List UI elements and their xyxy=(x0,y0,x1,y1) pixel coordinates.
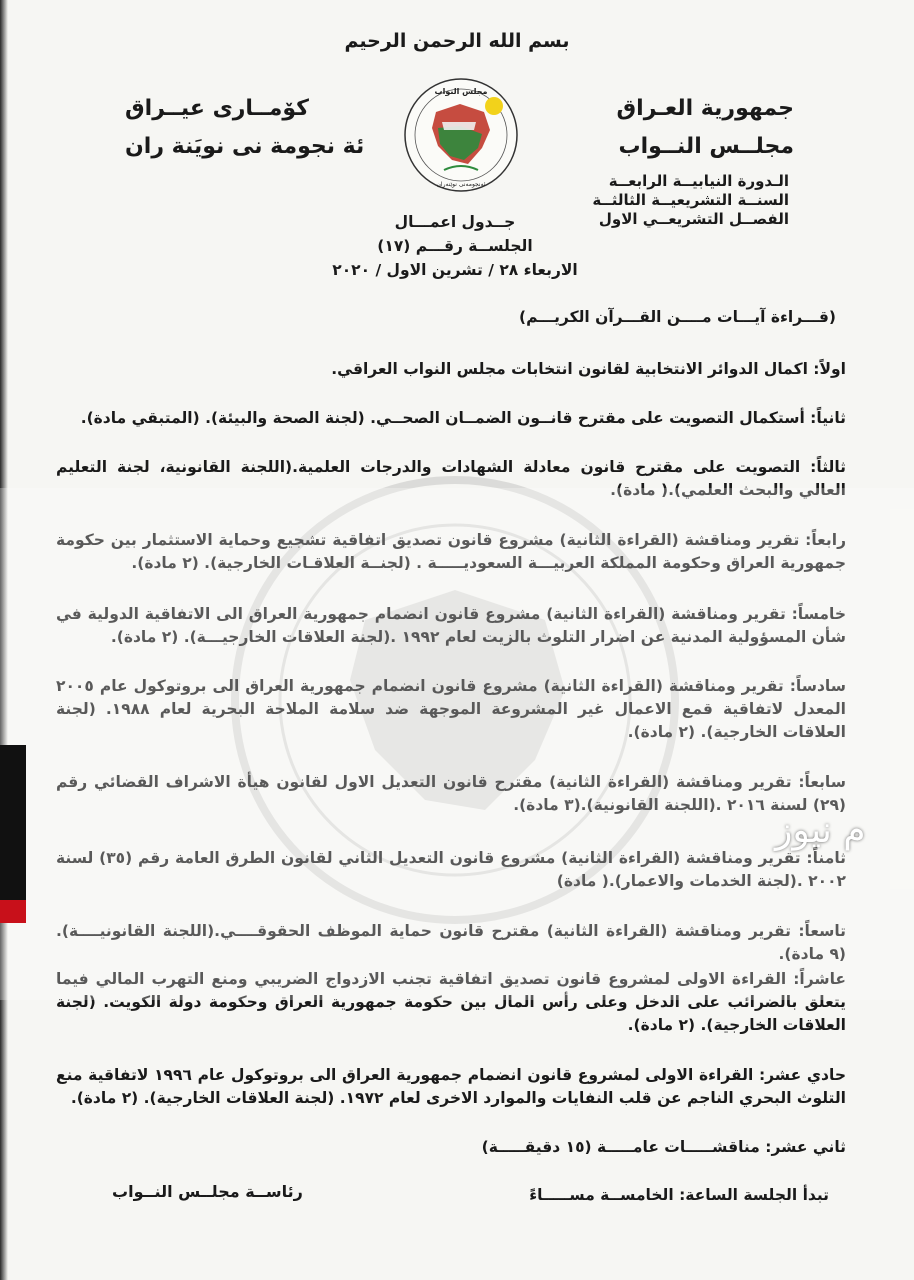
logo-subtext: ئەنجومەنی نوێنەران xyxy=(436,181,486,188)
agenda-item-8: ثامناً: تقرير ومناقشة (القراءة الثانية) مشروع قانون التعديل الثاني لقانون الطرق العامة رقم (٣٥) لسنة ٢٠٠٢ .(لجنة الخدمات والاعمار).( مادة) xyxy=(56,849,846,890)
page-edge-shadow xyxy=(0,0,8,1280)
agenda-item-9: تاسعاً: تقرير ومناقشة (القراءة الثانية) مقترح قانون حماية الموظف الحقوقــــي.(اللجنة القانونيــــة). (٩ مادة). xyxy=(56,922,846,963)
quran-recitation: (قـــراءة آيـــات مــــن القـــرآن الكريـــم) xyxy=(518,308,836,326)
agenda-item-12: ثاني عشر: مناقشـــــات عامـــــة (١٥ دقيقـــــة) xyxy=(481,1138,846,1156)
agenda-title: جــدول اعمـــال xyxy=(394,213,516,231)
agenda-header xyxy=(300,210,610,282)
parliament-logo xyxy=(402,76,520,194)
legislative-year: السنــة التشريعيــة الثالثــة xyxy=(592,191,789,209)
agenda-item-5: خامساً: تقرير ومناقشة (القراءة الثانية) مشروع قانون انضمام جمهورية العراق الى الاتفاقية الدولية في شأن المسؤولية المدنية عن اضرار التلوث بالزيت لعام ١٩٩٢ .(لجنة العلاقات الخارجيـــة). (٢ مادة). xyxy=(56,605,846,646)
parliamentary-cycle: الـدورة النيابيــة الرابعــة xyxy=(608,172,789,190)
council-name-kurdish: ئة نجومة نى نويَنة ران xyxy=(125,134,365,159)
session-meta xyxy=(592,172,789,229)
session-date: الاربعاء ٢٨ / تشرين الاول / ٢٠٢٠ xyxy=(332,261,578,279)
header-arabic xyxy=(617,90,794,166)
agenda-item-3: ثالثاً: التصويت على مقترح قانون معادلة الشهادات والدرجات العلمية.(اللجنة القانونية، لجنة التعليم العالي والبحث العلمي).( مادة). xyxy=(56,458,846,499)
bismillah: بسم الله الرحمن الرحيم xyxy=(344,30,570,52)
agenda-item-11: حادي عشر: القراءة الاولى لمشروع قانون انضمام جمهورية العراق الى بروتوكول عام ١٩٩٦ لاتفاقية منع التلوث البحري الناجم عن قلب النفايات والموارد الاخرى لعام ١٩٧٢. (لجنة العلاقات الخارجية). (٢ مادة). xyxy=(56,1066,846,1107)
parliament-presidency: رئاســة مجلــس النــواب xyxy=(112,1182,303,1201)
agenda-item-2: ثانياً: أستكمال التصويت على مقترح قانــون الضمــان الصحــي. (لجنة الصحة والبيئة). (المتبقي مادة). xyxy=(80,409,846,427)
legislative-term: الفصــل التشريعــي الاول xyxy=(598,210,789,228)
agenda-item-7: سابعاً: تقرير ومناقشة (القراءة الثانية) مقترح قانون التعديل الاول لقانون هيأة الاشراف القضائي رقم (٢٩) لسنة ٢٠١٦ .(اللجنة القانونية).(٣ مادة). xyxy=(56,773,846,814)
header-kurdish xyxy=(125,90,364,166)
logo-strip-black xyxy=(0,745,26,900)
agenda-item-10: عاشراً: القراءة الاولى لمشروع قانون تصديق اتفاقية تجنب الازدواج الضريبي ومنع التهرب المالي فيما يتعلق بالضرائب على الدخل وعلى رأس المال بين حكومة جمهورية العراق وحكومة دولة الكويت. (لجنة العلاقات الخارجية). (٢ مادة). xyxy=(56,970,846,1034)
agenda-item-1: اولاً: اكمال الدوائر الانتخابية لقانون انتخابات مجلس النواب العراقي. xyxy=(331,360,846,378)
session-start-time: تبدأ الجلسة الساعة: الخامســة مســـــاءً xyxy=(529,1186,829,1204)
news-watermark-text: م نيوز xyxy=(775,810,866,851)
session-number: الجلســة رقـــم (١٧) xyxy=(377,237,533,255)
council-name: مجلــس النــواب xyxy=(618,134,794,159)
agenda-item-4: رابعاً: تقرير ومناقشة (القراءة الثانية) مشروع قانون تصديق اتفاقية تشجيع وحماية الاستثمار بين حكومة جمهورية العراق وحكومة المملكة العربيـــة السعوديـــــة . (لجنــة العلاقـات الخارجية). (٢ مادة). xyxy=(56,531,846,572)
country-name: جمهورية العـراق xyxy=(616,96,794,121)
logo-strip-red xyxy=(0,900,26,923)
logo-text: مجلس النواب xyxy=(434,87,488,96)
country-name-kurdish: كۆمــارى عيــراق xyxy=(125,96,309,121)
agenda-item-6: سادساً: تقرير ومناقشة (القراءة الثانية) مشروع قانون انضمام جمهورية العراق الى بروتوكول عام ٢٠٠٥ المعدل لاتفاقية قمع الاعمال غير المشروعة الموجهة ضد سلامة الملاحة البحرية لعام ١٩٨٨. (لجنة العلاقات الخارجية). (٢ مادة). xyxy=(56,677,846,741)
